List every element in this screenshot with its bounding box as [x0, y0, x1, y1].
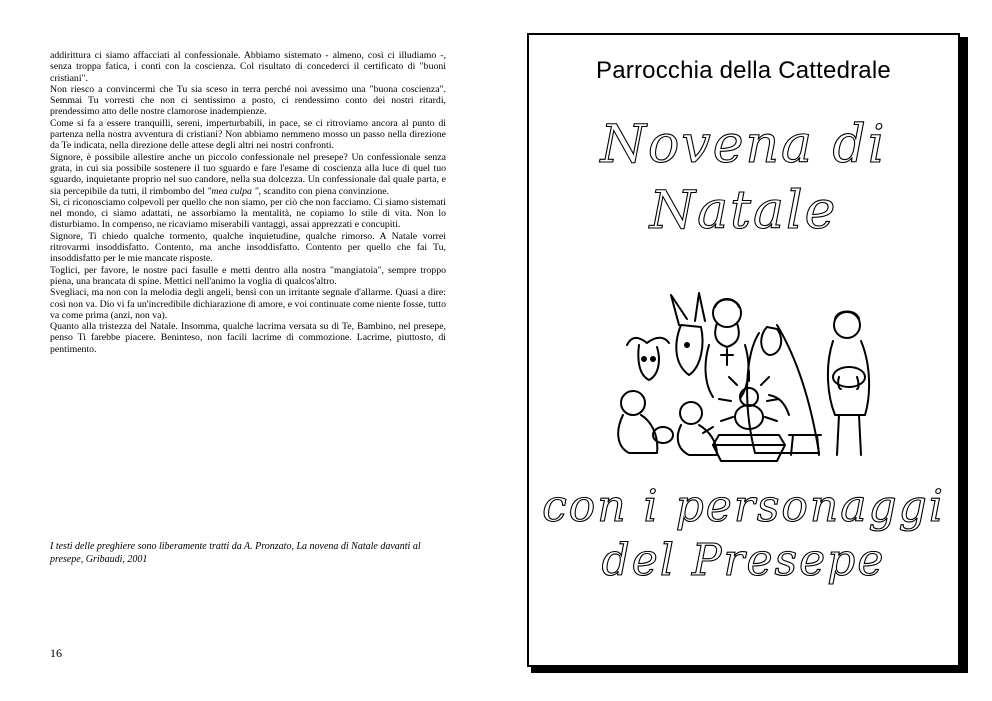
cover-page [527, 33, 960, 667]
paragraph: Sì, ci riconosciamo colpevoli per quello che non siamo, per ciò che non facciamo. Ci siamo sistemati nel mondo, ci siamo adattati, ne assorbiamo la mentalità, ne copiamo lo stile di vita. Non lo disturbiamo. In compenso, ne ricaviamo miserabili vantaggi, assai apprezzati e concupiti. [50, 196, 446, 231]
parish-name: Parrocchia della Cattedrale [596, 57, 891, 84]
subtitle-line-2: del Presepe [601, 535, 886, 586]
paragraph-tail: , scandito con piena convinzione. [258, 185, 390, 197]
paragraph: addirittura ci siamo affacciati al confessionale. Abbiamo sistemato - almeno, così ci illudiamo -, senza troppa fatica, i conti con la coscienza. Col risultato di concederci il certificato di "buoni cristiani". [50, 50, 446, 84]
page-number: 16 [50, 646, 62, 660]
mea-culpa-text: "mea culpa " [207, 185, 259, 197]
left-page-text [50, 50, 446, 355]
title-line-2: Natale [649, 181, 838, 241]
paragraph: Toglici, per favore, le nostre paci fasulle e metti dentro alla nostra "mangiatoia", sempre troppo piena, una brancata di spine. Mettici nell'animo la voglia di qualcos'altro. [50, 264, 446, 287]
subtitle-line-1: con i personaggi [542, 481, 945, 532]
source-credit: I testi delle preghiere sono liberamente tratti da A. Pronzato, La novena di Natale davanti al presepe, Gribaudi, 2001 [50, 541, 421, 565]
paragraph: Quanto alla tristezza del Natale. Insomma, qualche lacrima versata su di Te, Bambino, nel presepe, penso Ti farebbe piacere. Beninteso, non facili lacrime di commozione. Lacrime, piuttosto, di pentimento. [50, 321, 446, 355]
paragraph: Signore, Ti chiedo qualche tormento, qualche inquietudine, qualche rimorso. A Natale vorrei ritrovarmi insoddisfatto. Contento, ma anche insoddisfatto. Contento per quello che fai Tu, insoddisfatto per le mie mancate risposte. [50, 230, 446, 265]
paragraph: Svegliaci, ma non con la melodia degli angeli, bensì con un irritante segnale d'allarme. Quasi a dire: così non va. Dio vi fa un'incredibile dichiarazione di amore, e voi continuate come niente fosse, tutto va come prima (anzi, non va). [50, 287, 446, 321]
title-line-1: Novena di [600, 115, 887, 175]
paragraph-text: Signore, è possibile allestire anche un piccolo confessionale nel presepe? Un confessionale senza grata, in cui sia possibile sostenere il tuo sguardo e fare l'esame di coscienza alla luce di quel tuo sguardo, inquietante proprio nel suo candore, nella sua dolcezza. Un confessionale dal quale parta, e sia percepibile da tutti, il rimbombo del [50, 151, 446, 197]
paragraph: Come si fa a essere tranquilli, sereni, imperturbabili, in pace, se ci ritroviamo ancora al punto di partenza nella nostra avventura di cristiani? Non abbiamo nemmeno mosso un passo nella direzione da Te indicata, nella direzione delle attese degli altri nei nostri confronti. [50, 117, 446, 152]
paragraph-confessionale [50, 152, 446, 197]
paragraph: Non riesco a convincermi che Tu sia sceso in terra perché noi avessimo una "buona coscienza". Semmai Tu vorresti che non ci sentissimo a posto, ci rendessimo conto dei nostri ritardi, prendessimo atto delle nostre clamorose inadempienze. [50, 83, 446, 118]
nativity-illustration [609, 285, 889, 465]
